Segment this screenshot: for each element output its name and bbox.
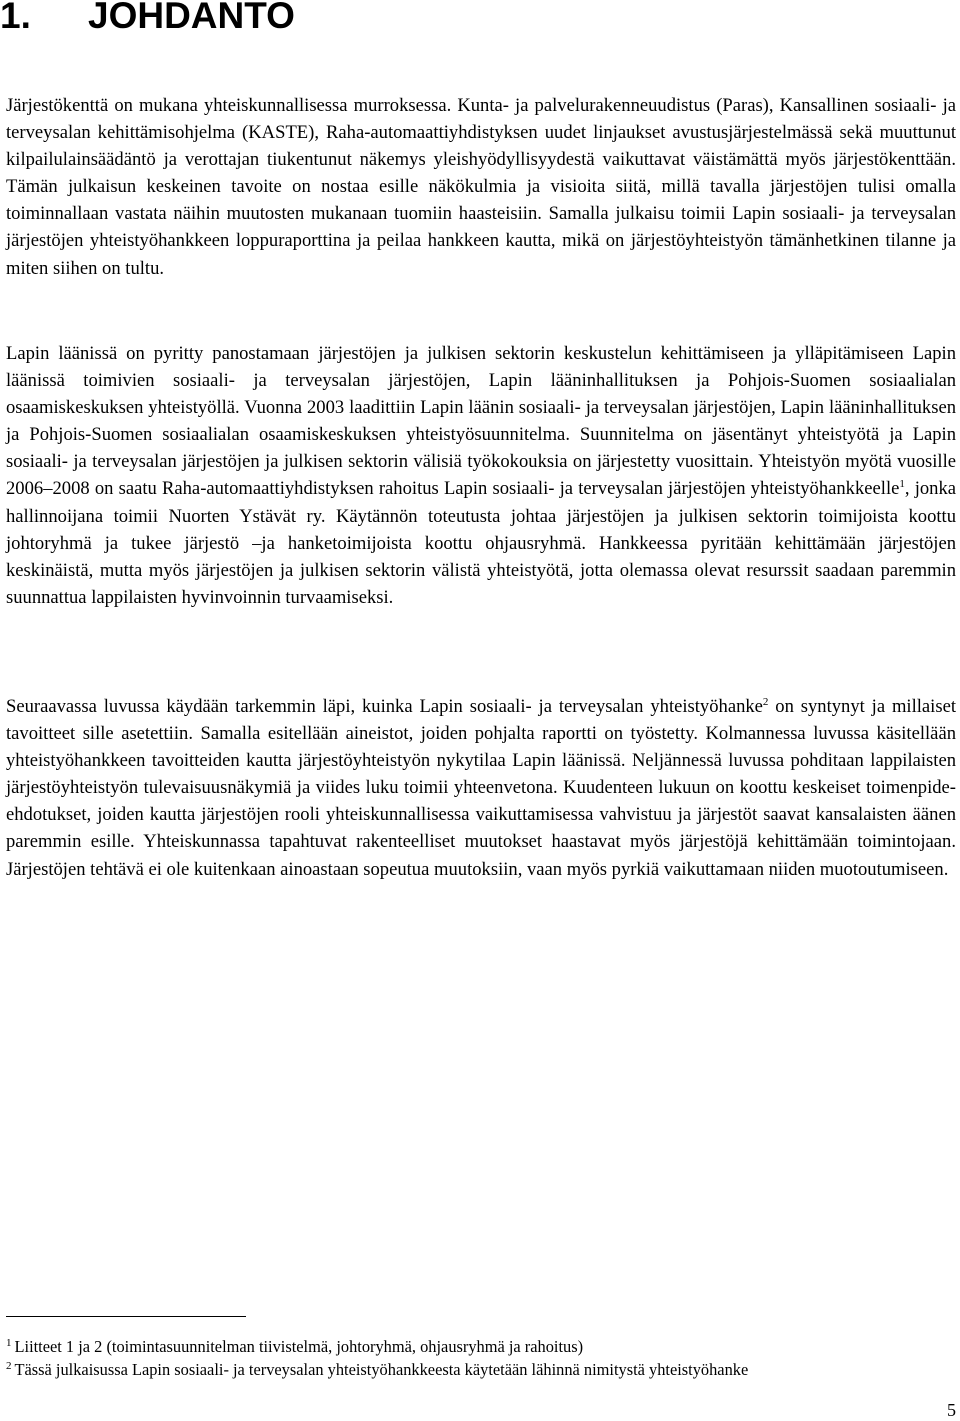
chapter-title: JOHDANTO — [88, 0, 295, 36]
paragraph-cooperation — [6, 340, 956, 611]
paragraph-outline-part-b: on syntynyt ja millaiset tavoitteet sille asetettiin. Samalla esitellään aineistot, joiden pohjalta raportti on työstetty. Kolmannessa luvussa käsitellään yhteistyöhankkeen tavoitteiden kautta järjestöyhteistyön nykytilaa Lapin läänissä. Neljännessä luvussa pohditaan lappilaisten järjestöyhteistyön tulevaisuusnäkymiä ja viides luku toimii yhteenvetona. Kuudenteen lukuun on koottu keskeiset toimenpide-ehdotukset, joiden kautta järjestöjen rooli yhteiskunnallisessa vaikuttamisessa vahvistuu ja järjestöt saavat kansalaisten äänen paremmin esille. Yhteiskunnassa tapahtuvat rakenteelliset muutokset haastavat myös järjestöjä kehittämään toimintojaan. Järjestöjen tehtävä ei ole kuitenkaan ainoastaan sopeutua muutoksiin, vaan myös pyrkiä vaikuttamaan niiden muotoutumiseen. — [6, 696, 956, 880]
footnote-divider — [6, 1316, 246, 1317]
footnote-1-text: Liitteet 1 ja 2 (toimintasuunnitelman tiivistelmä, johtoryhmä, ohjausryhmä ja rahoitus) — [14, 1337, 584, 1356]
page-number: 5 — [947, 1400, 956, 1420]
footnote-2-text: Tässä julkaisussa Lapin sosiaali- ja terveysalan yhteistyöhankkeesta käytetään lähinnä nimitystä yhteistyöhanke — [14, 1360, 749, 1379]
paragraph-intro-part-a: Järjestökenttä on mukana yhteiskunnallisessa murroksessa. Kunta- ja palvelurakenneuudistus (Paras), Kansallinen sosiaali- ja terveysalan kehittämisohjelma (KASTE), Raha-automaattiyhdistyksen uudet linjaukset avustusjärjestelmässä sekä muuttunut kilpailulainsäädäntö ja verottajan tiukentunut näkemys yleishyödyllisyydestä vaikuttavat väistämättä myös järjestökenttään. — [6, 95, 956, 171]
paragraph-cooperation-part-b: , jonka hallinnoijana toimii Nuorten Ystävät ry. Käytännön toteutusta johtaa järjestöjen ja julkisen sektorin toimijoista koottu johtoryhmä ja tukee järjestö –ja hanketoimijoista koottu ohjausryhmä. Hankkeessa pyritään kehittämään järjestöjen keskinäistä, mutta myös järjestöjen ja julkisen sektorin välistä yhteistyötä, jotta olemassa olevat resurssit saadaan paremmin suunnattua lappilaisten hyvinvoinnin turvaamiseksi. — [6, 478, 957, 608]
footnote-1-marker: 1 — [6, 1337, 12, 1349]
footnote-ref-2[interactable]: 2 — [762, 696, 769, 708]
chapter-number: 1. — [0, 0, 31, 36]
paragraph-intro — [6, 92, 956, 282]
paragraph-intro-part-b: Tämän julkaisun keskeinen tavoite on nostaa esille näkökulmia ja visioita siitä, millä tavalla järjestöjen tulisi omalla toiminnallaan vastata näihin muutosten mukanaan tuomiin haasteisiin. Samalla julkaisu toimii Lapin sosiaali- ja terveysalan järjestöjen yhteistyöhankkeen loppuraporttina ja peilaa hankkeen kautta, mikä on järjestöyhteistyön tämänhetkinen tilanne ja miten siihen on tultu. — [6, 176, 956, 279]
footnote-2 — [6, 1359, 748, 1381]
paragraph-outline-part-a: Seuraavassa luvussa käydään tarkemmin läpi, kuinka Lapin sosiaali- ja terveysalan yhteistyöhanke — [6, 696, 763, 717]
paragraph-outline — [6, 693, 956, 883]
paragraph-cooperation-part-a: Lapin läänissä on pyritty panostamaan järjestöjen ja julkisen sektorin keskustelun kehittämiseen ja ylläpitämiseen Lapin läänissä toimivien sosiaali- ja terveysalan järjestöjen, Lapin lääninhallituksen ja Pohjois-Suomen sosiaalialan osaamiskeskuksen yhteistyöllä. Vuonna 2003 laadittiin Lapin läänin sosiaali- ja terveysalan järjestöjen, Lapin lääninhallituksen ja Pohjois-Suomen sosiaalialan osaamiskeskuksen yhteistyösuunnitelma. Suunnitelma on jäsentänyt yhteistyötä ja Lapin sosiaali- ja terveysalan järjestöjen ja julkisen sektorin välisiä työkokouksia on järjestetty vuosittain. Yhteistyön myötä vuosille 2006–2008 on saatu Raha-automaattiyhdistyksen rahoitus Lapin sosiaali- ja terveysalan järjestöjen yhteistyöhankkeelle — [6, 343, 956, 500]
footnote-2-marker: 2 — [6, 1360, 12, 1372]
footnote-1 — [6, 1336, 583, 1358]
chapter-heading — [0, 0, 295, 38]
footnote-ref-1[interactable]: 1 — [899, 478, 905, 491]
